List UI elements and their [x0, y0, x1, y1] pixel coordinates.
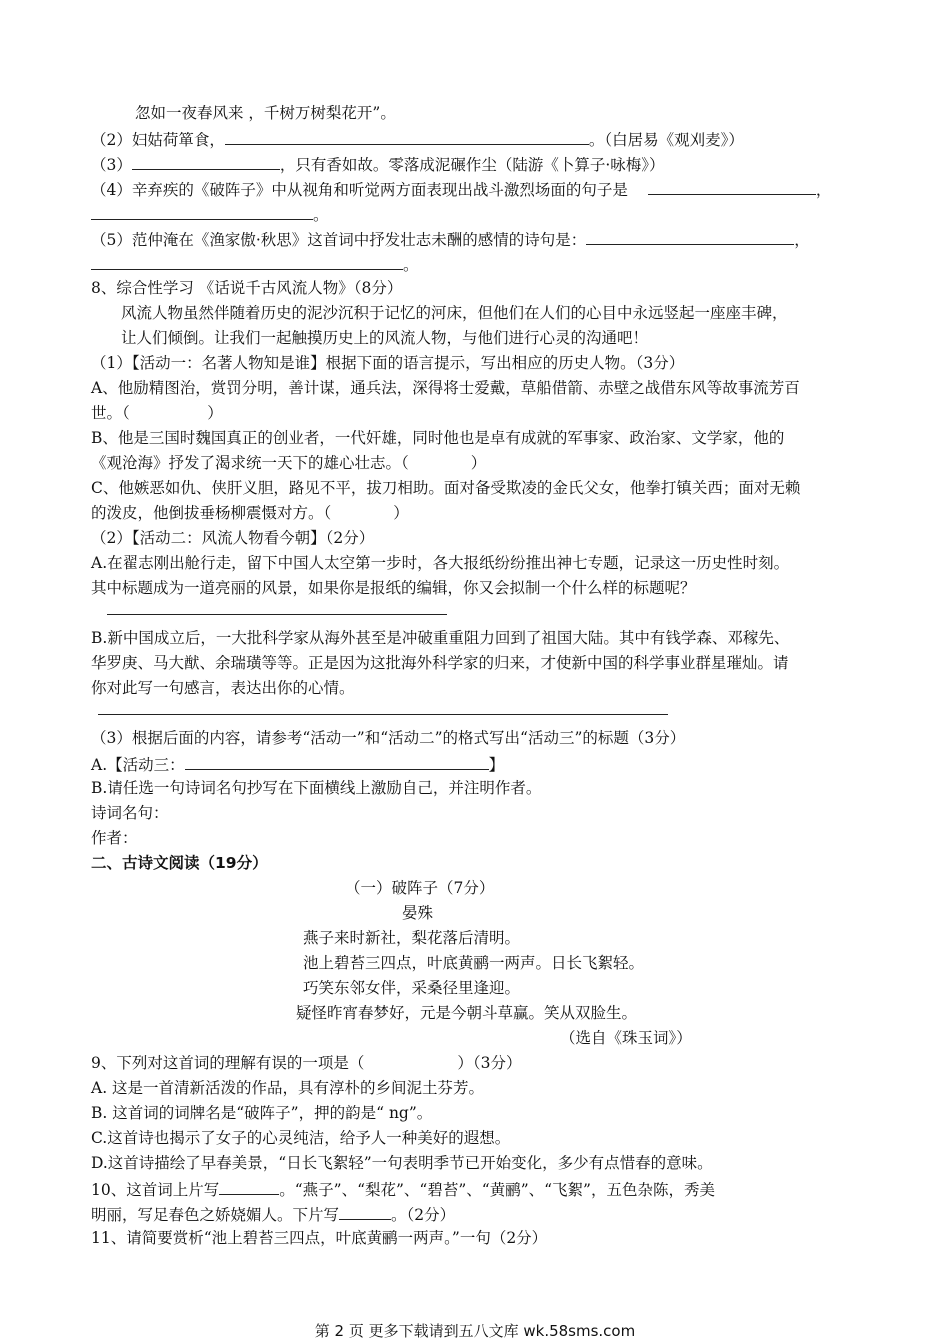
section-title: 二、古诗文阅读（19分） [91, 854, 268, 872]
q7-part4-end: 。 [313, 206, 329, 224]
q8-activity2-B-line3: 你对此写一句感言，表达出你的心情。 [91, 679, 355, 697]
q7-part5-line2 [91, 253, 419, 275]
q9-option-c: C.这首诗也揭示了女子的心灵纯洁，给予人一种美好的遐想。 [91, 1129, 511, 1147]
q8-activity3-A-prefix: A.【活动三： [91, 756, 185, 774]
q8-activity3-A [91, 753, 504, 775]
poem-line-4: 疑怪昨宵春梦好，元是今朝斗草赢。笑从双脸生。 [296, 1004, 638, 1022]
q8-activity1-C-line1: C、他嫉恶如仇、侠肝义胆，路见不平，拔刀相助。面对备受欺凌的金氏父女，他拳打镇关西；面对无赖 [91, 479, 801, 497]
q10-prefix: 10、这首词上片写 [91, 1181, 220, 1199]
poem-author: 晏殊 [402, 904, 434, 922]
q9-title[interactable]: 9、下列对这首词的理解有误的一项是（ ）（3分） [91, 1054, 522, 1072]
q9-option-a: A. 这是一首清新活泼的作品，具有淳朴的乡间泥土芬芳。 [91, 1079, 485, 1097]
q7-part3-prefix: （3） [91, 156, 132, 174]
q11-title: 11、请简要赏析“池上碧苔三四点，叶底黄鹂一两声。”一句（2分） [91, 1229, 548, 1247]
q8-author-label[interactable]: 作者： [91, 829, 138, 847]
answer-blank[interactable] [91, 203, 313, 220]
answer-blank[interactable] [339, 1203, 391, 1220]
q8-activity3-title: （3）根据后面的内容，请参考“活动一”和“活动二”的格式写出“活动三”的标题（3分） [91, 729, 686, 747]
page-footer: 第 2 页 更多下载请到五八文库 wk.58sms.com [314, 1322, 636, 1340]
q7-part3-suffix: ，只有香如故。零落成泥碾作尘（陆游《卜算子·咏梅》） [279, 156, 665, 174]
q8-activity2-B-line2: 华罗庚、马大猷、余瑞璜等等。正是因为这批海外科学家的归来，才使新中国的科学事业群星璀灿。请 [91, 654, 789, 672]
q8-activity3-B: B.请任选一句诗词名句抄写在下面横线上激励自己，并注明作者。 [91, 779, 542, 797]
q10-line1 [91, 1178, 715, 1200]
q7-part5-prefix: （5）范仲淹在《渔家傲·秋思》这首词中抒发壮志未酬的感情的诗句是： [91, 231, 587, 249]
q10-line2-suffix: 。（2分） [391, 1206, 456, 1224]
q7-part5-comma: ， [794, 231, 810, 249]
q8-activity2-B-line1: B.新中国成立后，一大批科学家从海外甚至是冲破重重阻力回到了祖国大陆。其中有钱学森、邓稼先、 [91, 629, 790, 647]
poem-line-2: 池上碧苔三四点，叶底黄鹂一两声。日长飞絮轻。 [303, 954, 645, 972]
answer-line[interactable] [98, 714, 668, 715]
answer-blank[interactable] [91, 253, 403, 270]
q8-activity1-A-line2[interactable]: 世。（ ） [91, 404, 223, 422]
q8-activity2-title: （2）【活动二：风流人物看今朝】（2分） [91, 529, 375, 547]
q8-activity2-A-line2: 其中标题成为一道亮丽的风景，如果你是报纸的编辑，你又会拟制一个什么样的标题呢？ [91, 579, 696, 597]
q10-text: 。“燕子”、“梨花”、“碧苔”、“黄鹂”、“飞絮”，五色杂陈，秀美 [279, 1181, 715, 1199]
q8-intro-line2: 让人们倾倒。让我们一起触摸历史上的风流人物，与他们进行心灵的沟通吧！ [121, 329, 649, 347]
q10-line2 [91, 1203, 455, 1225]
q10-line2-prefix: 明丽，写足春色之娇娆媚人。下片写 [91, 1206, 340, 1224]
poem-line-3: 巧笑东邻女伴，采桑径里逢迎。 [303, 979, 521, 997]
q7-part2 [91, 128, 744, 150]
q8-activity1-B-line1: B、他是三国时魏国真正的创业者，一代奸雄，同时他也是卓有成就的军事家、政治家、文学家，他的 [91, 429, 785, 447]
q9-option-b: B. 这首词的词牌名是“破阵子”，押的韵是“ ng”。 [91, 1104, 433, 1122]
answer-blank[interactable] [132, 153, 280, 170]
answer-blank[interactable] [225, 128, 589, 145]
q8-activity1-B-line2[interactable]: 《观沧海》抒发了渴求统一天下的雄心壮志。（ ） [91, 454, 487, 472]
poem-line-1: 燕子来时新社，梨花落后清明。 [303, 929, 521, 947]
q7-part5 [91, 228, 810, 250]
q7-part2-prefix: （2）妇姑荷箪食， [91, 131, 225, 149]
q7-part4-prefix: （4）辛弃疾的《破阵子》中从视角和听觉两方面表现出战斗激烈场面的句子是 [91, 181, 628, 199]
q8-activity1-C-line2[interactable]: 的泼皮，他倒拔垂杨柳震慑对方。（ ） [91, 504, 409, 522]
q7-part5-end: 。 [403, 256, 419, 274]
answer-blank[interactable] [648, 178, 816, 195]
q8-activity3-A-suffix: 】 [488, 756, 505, 774]
answer-blank[interactable] [219, 1178, 279, 1195]
q8-poem-label[interactable]: 诗词名句： [91, 804, 169, 822]
poem-heading: （一）破阵子（7分） [345, 879, 495, 897]
answer-blank[interactable] [185, 753, 489, 770]
q7-part4 [91, 178, 831, 200]
q8-activity2-A-line1: A.在翟志刚出舱行走，留下中国人太空第一步时，各大报纸纷纷推出神七专题，记录这一历史性时刻。 [91, 554, 790, 572]
q8-activity1-A-line1: A、他励精图治，赏罚分明，善计谋，通兵法，深得将士爱戴，草船借箭、赤壁之战借东风等故事流芳百 [91, 379, 800, 397]
q7-part4-comma: ， [815, 181, 832, 199]
answer-blank[interactable] [586, 228, 794, 245]
q8-title: 8、综合性学习 《话说千古风流人物》（8分） [91, 279, 403, 297]
q7-part4-line2 [91, 203, 329, 225]
q8-intro-line1: 风流人物虽然伴随着历史的泥沙沉积于记忆的河床，但他们在人们的心目中永远竖起一座座丰碑， [121, 304, 788, 322]
q7-part3 [91, 153, 665, 175]
q7-part2-suffix: 。（白居易《观刈麦》） [588, 131, 744, 149]
q8-activity1-title: （1）【活动一：名著人物知是谁】根据下面的语言提示，写出相应的历史人物。（3分） [91, 354, 685, 372]
q9-option-d: D.这首诗描绘了早春美景，“日长飞絮轻”一句表明季节已开始变化，多少有点惜春的意味。 [91, 1154, 713, 1172]
q7-line0: 忽如一夜春风来 ，千树万树梨花开”。 [135, 104, 396, 122]
poem-source: （选自《珠玉词》） [560, 1029, 692, 1047]
answer-line[interactable] [107, 614, 447, 615]
